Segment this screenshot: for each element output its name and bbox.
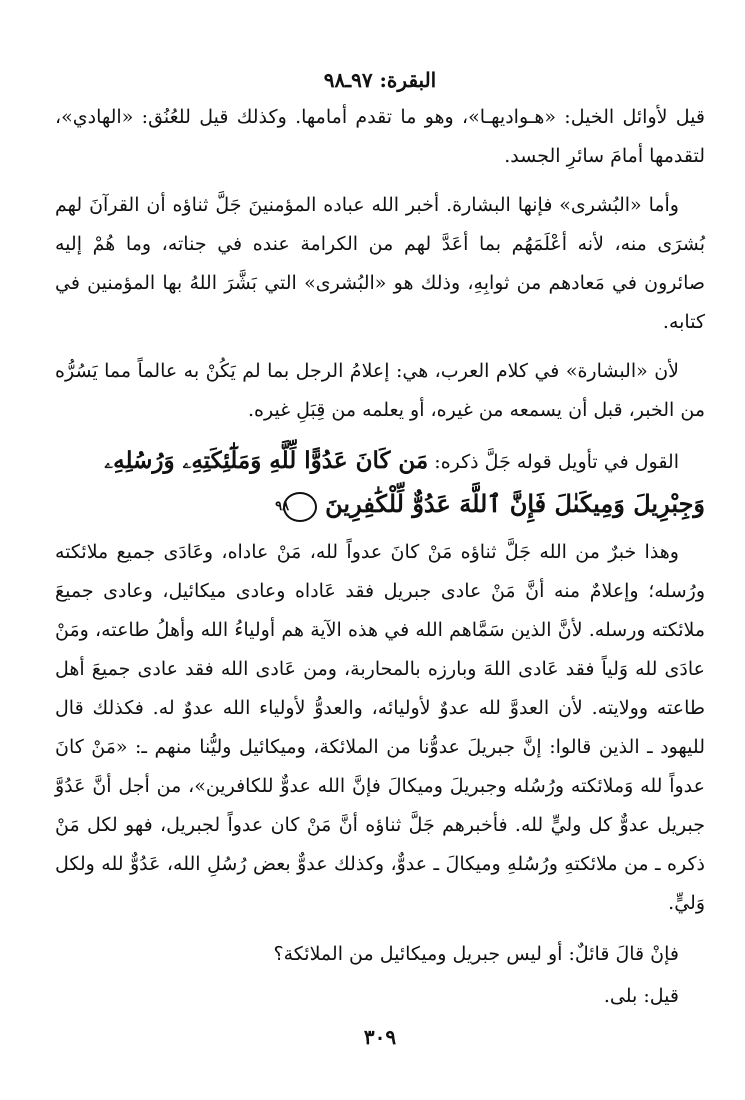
paragraph-bishara-definition: لأن «البشارة» في كلام العرب، هي: إعلامُ الرجل بما لم يَكُنْ به عالماً مما يَسُرُّه من الخبر، قبل أن يسمعه من غيره، أو يعلمه من قِبَلِ غيره.: [55, 360, 705, 421]
verse-number-marker: ٩٨: [283, 492, 317, 522]
book-page: [55, 62, 705, 1072]
verse-heading: [55, 440, 705, 527]
running-header: البقرة: ٩٧ـ٩٨: [323, 68, 437, 92]
page-number: ٣٠٩: [363, 1025, 397, 1049]
paragraph-horse-leaders: قيل لأوائل الخيل: «هـواديهـا»، وهو ما تقدم أمامها. وكذلك قيل للعُنُق: «الهادي»، لتقدمها أمامَ سائرِ الجسد.: [55, 106, 705, 167]
question-line: فإنْ قالَ قائلٌ: أو ليس جبريل وميكائيل من الملائكة؟: [273, 943, 679, 965]
verse-heading-intro: القول في تأويل قوله جَلَّ ذكره:: [434, 451, 679, 473]
paragraph-commentary: وهذا خبرٌ من الله جَلَّ ثناؤه مَنْ كانَ عدواً لله، مَنْ عاداه، وعَادَى جميع ملائكته ورُسله؛ وإعلامٌ منه أنَّ مَنْ عادى جبريل فقد عَاداه وعادى ميكائيل، وعادى جميعَ ملائكته ورسله. لأنَّ الذين سَمَّاهم الله في هذه الآية هم أولياءُ الله وأهلُ طاعته، ومَنْ عادَى لله وَلياً فقد عَادى اللهَ وبارزه بالمحاربة، ومن عَادى الله فقد عادى جميعَ أهل طاعته وولايته. لأن العدوَّ لله عدوٌ لأوليائه، والعدوُّ لأولياء الله عدوٌ له. فكذلك قال لليهود ـ الذين قالوا: إنَّ جبريلَ عدوُّنا من الملائكة، وميكائيل وليُّنا منهم ـ: «مَنْ كانَ عدواً لله وَملائكته ورُسُله وجبريلَ وميكالَ فإنَّ الله عدوٌّ للكافرين»، من أجل أنَّ عَدُوَّ جبريل عدوٌّ كل وليٍّ لله. فأخبرهم جَلَّ ثناؤه أنَّ مَنْ كان عدواً لجبريل، فهو لكل مَنْ ذكره ـ من ملائكتهِ ورُسُلهِ وميكالَ ـ عدوٌّ، وكذلك عدوٌّ بعض رُسُلِ الله، عَدُوٌّ لله ولكل وَليٍّ.: [55, 541, 705, 914]
paragraph-bushra: وأما «البُشرى» فإنها البشارة. أخبر الله عباده المؤمنينَ جَلَّ ثناؤه أن القرآنَ لهم بُشرَى منه، لأنه أعْلَمَهُم بما أعَدَّ لهم من الكرامة عنده في جناته، وما هُمْ إليه صائرون في مَعادهم من ثوابِهِ، وذلك هو «البُشرى» التي بَشَّرَ اللهُ بها المؤمنين في كتابه.: [55, 194, 705, 333]
quran-verse-part1: مَن كَانَ عَدُوًّا لِّلَّهِ وَمَلَٰٓئِكَتِهِۦ وَرُسُلِهِۦ: [104, 447, 429, 474]
answer-line: قيل: بلى.: [603, 985, 679, 1007]
quran-verse-part2: وَجِبْرِيلَ وَمِيكَىٰلَ فَإِنَّ ٱللَّهَ عَدُوٌّ لِّلْكَٰفِرِينَ: [325, 489, 705, 518]
